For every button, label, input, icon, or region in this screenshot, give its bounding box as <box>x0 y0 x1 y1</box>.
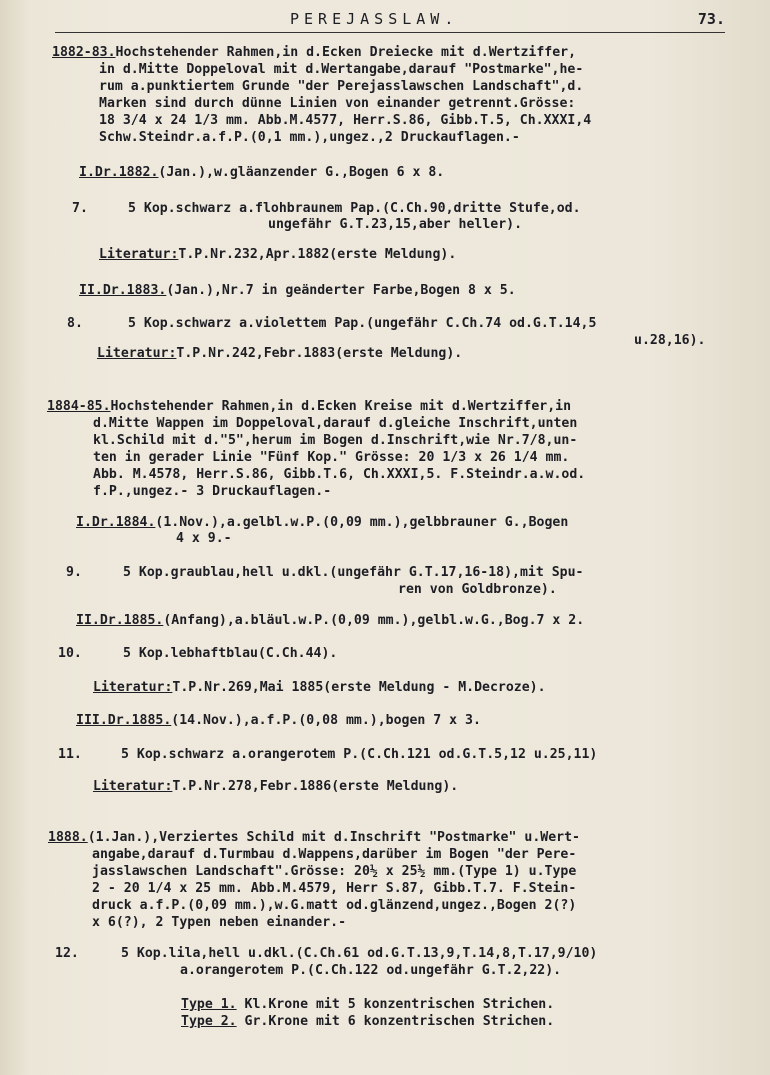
desc-line: druck a.f.P.(0,09 mm.),w.G.matt od.glänzend,ungez.,Bogen 2(?) <box>92 898 577 913</box>
desc-line: f.P.,ungez.- 3 Druckauflagen.- <box>93 484 332 499</box>
printing-label: I.Dr.1884. <box>76 515 156 530</box>
stamp-description: a.orangerotem P.(C.Ch.122 od.ungefähr G.T.2,22). <box>180 963 562 978</box>
desc-line: in d.Mitte Doppeloval mit d.Wertangabe,darauf "Postmarke",he- <box>99 62 584 77</box>
desc-line: angabe,darauf d.Turmbau d.Wappens,darüber im Bogen "der Pere- <box>92 847 577 862</box>
stamp-number: 10. <box>58 646 82 661</box>
literature-label: Literatur: <box>93 680 173 695</box>
section-1888-description: 1888.(1.Jan.),Verziertes Schild mit d.Inschrift "Postmarke" u.Wert- <box>48 830 580 845</box>
stamp-description: ungefähr G.T.23,15,aber heller). <box>268 217 523 232</box>
stamp-description: u.28,16). <box>634 333 706 348</box>
printing-line: I.Dr.1882.(Jan.),w.gläanzender G.,Bogen 6 x 8. <box>79 165 445 180</box>
section-1884-description: 1884-85.Hochstehender Rahmen,in d.Ecken Kreise mit d.Wertziffer,in <box>47 399 572 414</box>
literature-label: Literatur: <box>99 247 179 262</box>
stamp-description: 5 Kop.schwarz a.orangerotem P.(C.Ch.121 od.G.T.5,12 u.25,11) <box>121 747 598 762</box>
stamp-number: 12. <box>55 946 79 961</box>
section-year: 1882-83. <box>52 45 116 60</box>
type-2-line: Type 2. Gr.Krone mit 6 konzentrischen Strichen. <box>181 1014 555 1029</box>
page-header <box>55 8 725 33</box>
page-number: 73. <box>697 10 725 28</box>
type-1-line: Type 1. Kl.Krone mit 5 konzentrischen Strichen. <box>181 997 555 1012</box>
stamp-description: 5 Kop.schwarz a.violettem Pap.(ungefähr C.Ch.74 od.G.T.14,5 <box>128 316 597 331</box>
desc-line: x 6(?), 2 Typen neben einander.- <box>92 915 347 930</box>
printing-label: I.Dr.1882. <box>79 165 159 180</box>
stamp-description: 5 Kop.lila,hell u.dkl.(C.Ch.61 od.G.T.13,9,T.14,8,T.17,9/10) <box>121 946 598 961</box>
desc-line: Schw.Steindr.a.f.P.(0,1 mm.),ungez.,2 Druckauflagen.- <box>99 130 520 145</box>
type-label: Type 1. <box>181 997 237 1012</box>
desc-line: Abb. M.4578, Herr.S.86, Gibb.T.6, Ch.XXXI,5. F.Steindr.a.w.od. <box>93 467 586 482</box>
stamp-description: 5 Kop.graublau,hell u.dkl.(ungefähr G.T.17,16-18),mit Spu- <box>123 565 584 580</box>
printing-line: III.Dr.1885.(14.Nov.),a.f.P.(0,08 mm.),bogen 7 x 3. <box>76 713 481 728</box>
printing-label: II.Dr.1883. <box>79 283 167 298</box>
literature-line: Literatur:T.P.Nr.232,Apr.1882(erste Meldung). <box>99 247 457 262</box>
printing-label: II.Dr.1885. <box>76 613 164 628</box>
stamp-number: 11. <box>58 747 82 762</box>
page-title: PEREJASSLAW. <box>290 10 459 28</box>
desc-line: 18 3/4 x 24 1/3 mm. Abb.M.4577, Herr.S.86, Gibb.T.5, Ch.XXXI,4 <box>99 113 592 128</box>
literature-line: Literatur:T.P.Nr.278,Febr.1886(erste Meldung). <box>93 779 459 794</box>
desc-line: jasslawschen Landschaft".Grösse: 20½ x 25½ mm.(Type 1) u.Type <box>92 864 577 879</box>
printing-label: III.Dr.1885. <box>76 713 172 728</box>
stamp-description: 5 Kop.schwarz a.flohbraunem Pap.(C.Ch.90,dritte Stufe,od. <box>128 201 581 216</box>
literature-label: Literatur: <box>93 779 173 794</box>
section-year: 1884-85. <box>47 399 111 414</box>
desc-line: rum a.punktiertem Grunde "der Perejasslawschen Landschaft",d. <box>99 79 584 94</box>
literature-line: Literatur:T.P.Nr.242,Febr.1883(erste Meldung). <box>97 346 463 361</box>
desc-line: ten in gerader Linie "Fünf Kop." Grösse: 20 1/3 x 26 1/4 mm. <box>93 450 570 465</box>
section-1882-description: 1882-83.Hochstehender Rahmen,in d.Ecken Dreiecke mit d.Wertziffer, <box>52 45 577 60</box>
printing-line: I.Dr.1884.(1.Nov.),a.gelbl.w.P.(0,09 mm.),gelbbrauner G.,Bogen <box>76 515 569 530</box>
literature-label: Literatur: <box>97 346 177 361</box>
printing-line: II.Dr.1883.(Jan.),Nr.7 in geänderter Farbe,Bogen 8 x 5. <box>79 283 516 298</box>
stamp-number: 8. <box>67 316 83 331</box>
desc-line: 2 - 20 1/4 x 25 mm. Abb.M.4579, Herr S.87, Gibb.T.7. F.Stein- <box>92 881 577 896</box>
stamp-description: ren von Goldbronze). <box>398 582 557 597</box>
desc-line: Marken sind durch dünne Linien von einander getrennt.Grösse: <box>99 96 576 111</box>
printing-line-cont: 4 x 9.- <box>176 531 232 546</box>
desc-line: kl.Schild mit d."5",herum im Bogen d.Inschrift,wie Nr.7/8,un- <box>93 433 578 448</box>
literature-line: Literatur:T.P.Nr.269,Mai 1885(erste Meldung - M.Decroze). <box>93 680 546 695</box>
section-year: 1888. <box>48 830 88 845</box>
printing-line: II.Dr.1885.(Anfang),a.bläul.w.P.(0,09 mm.),gelbl.w.G.,Bog.7 x 2. <box>76 613 585 628</box>
stamp-description: 5 Kop.lebhaftblau(C.Ch.44). <box>123 646 338 661</box>
stamp-number: 7. <box>72 201 88 216</box>
desc-line: d.Mitte Wappen im Doppeloval,darauf d.gleiche Inschrift,unten <box>93 416 578 431</box>
stamp-number: 9. <box>66 565 82 580</box>
type-label: Type 2. <box>181 1014 237 1029</box>
